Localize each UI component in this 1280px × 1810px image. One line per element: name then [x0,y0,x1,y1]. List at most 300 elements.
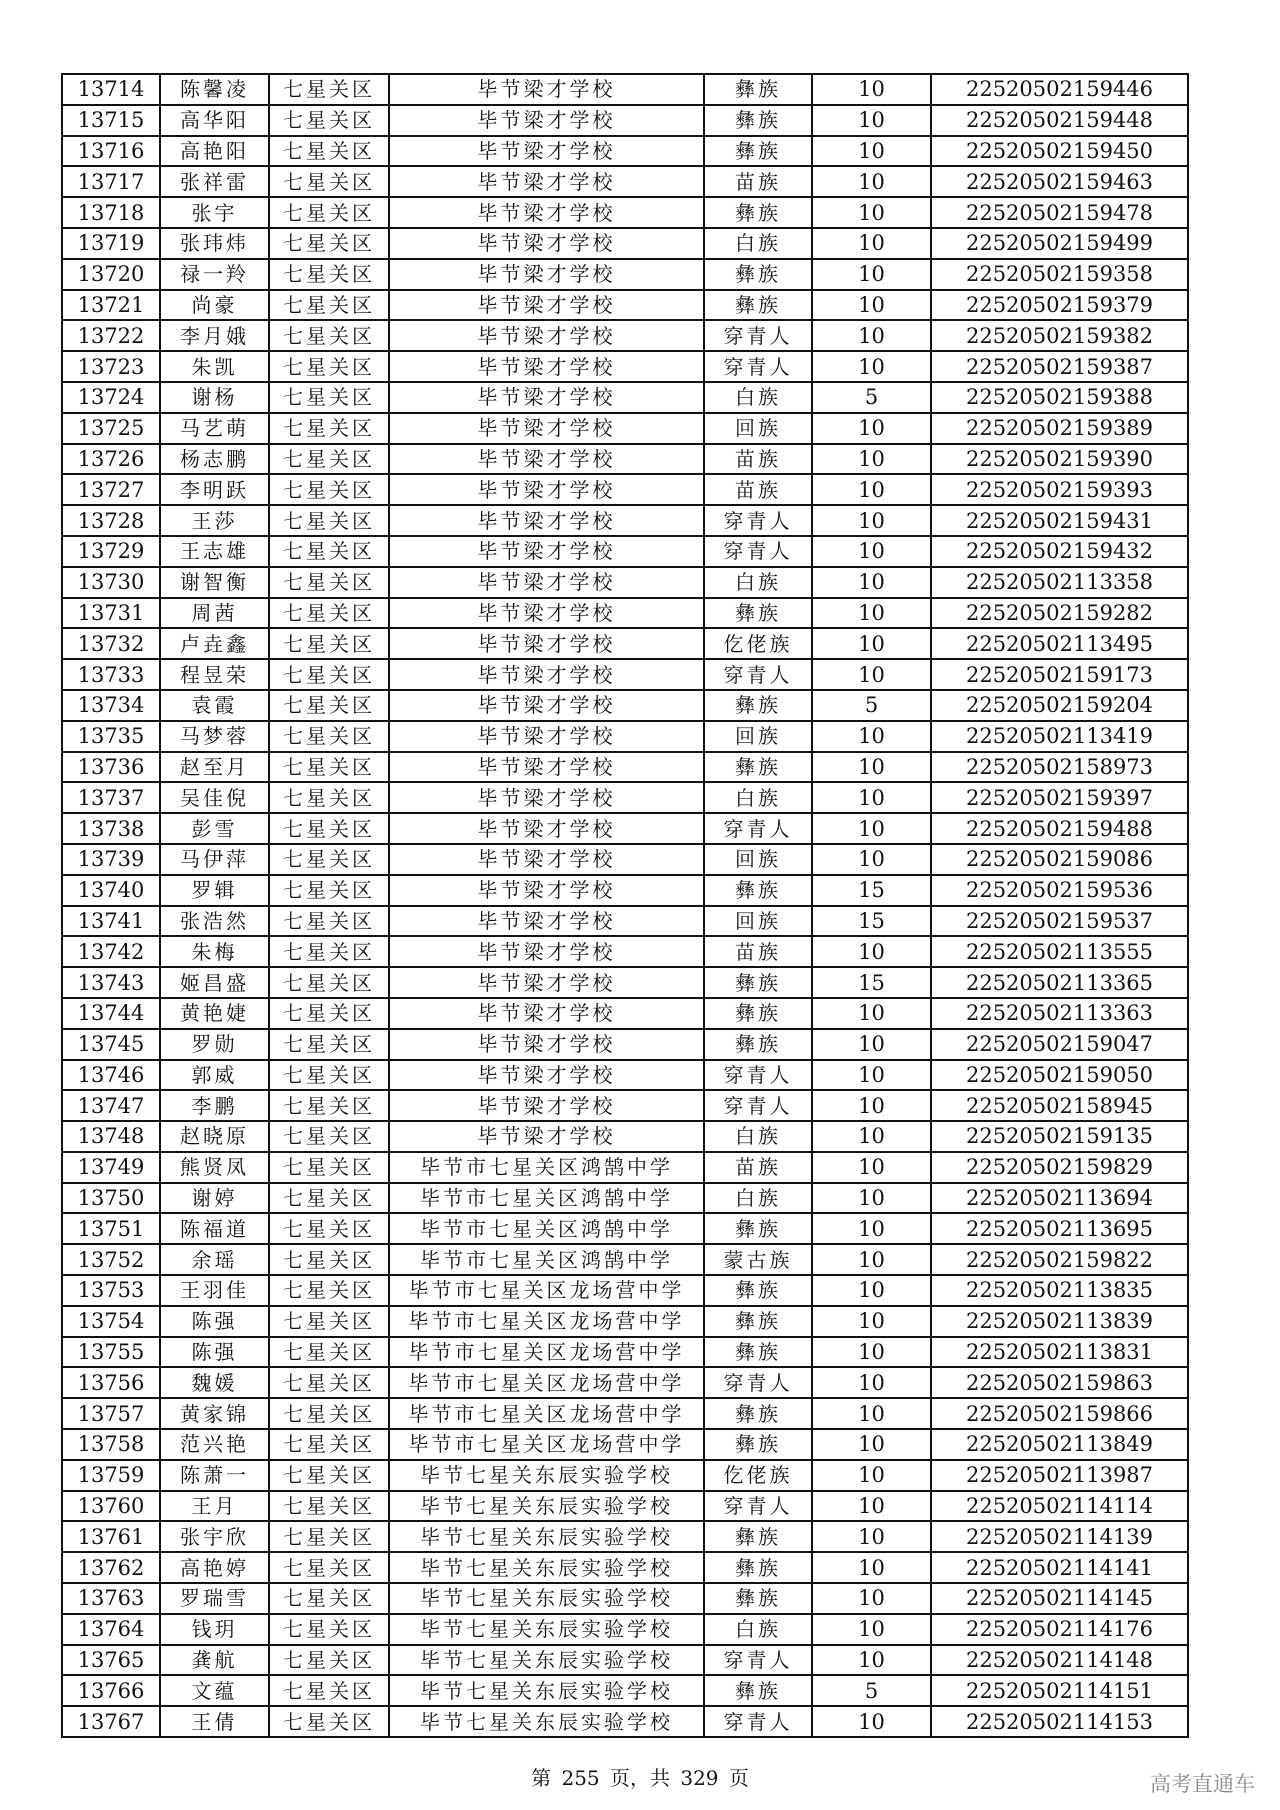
ethnicity-cell: 穿青人 [704,351,812,382]
serial-number-cell: 13741 [62,906,160,937]
district-cell: 七星关区 [269,628,389,659]
school-cell: 毕节梁才学校 [389,936,704,967]
district-cell: 七星关区 [269,813,389,844]
exam-id-cell: 22520502159204 [931,690,1188,721]
school-cell: 毕节梁才学校 [389,690,704,721]
district-cell: 七星关区 [269,1367,389,1398]
ethnicity-cell: 彝族 [704,690,812,721]
exam-id-cell: 22520502159358 [931,259,1188,290]
district-cell: 七星关区 [269,967,389,998]
name-cell: 王志雄 [160,536,269,567]
bonus-points-cell: 10 [812,1029,931,1060]
school-cell: 毕节梁才学校 [389,382,704,413]
district-cell: 七星关区 [269,1306,389,1337]
bonus-points-cell: 10 [812,1706,931,1737]
bonus-points-cell: 10 [812,1244,931,1275]
serial-number-cell: 13754 [62,1306,160,1337]
serial-number-cell: 13732 [62,628,160,659]
table-row [62,1491,1188,1522]
exam-id-cell: 22520502159047 [931,1029,1188,1060]
serial-number-cell: 13763 [62,1583,160,1614]
ethnicity-cell: 仡佬族 [704,1460,812,1491]
school-cell: 毕节七星关东辰实验学校 [389,1491,704,1522]
bonus-points-cell: 15 [812,875,931,906]
serial-number-cell: 13757 [62,1398,160,1429]
school-cell: 毕节梁才学校 [389,967,704,998]
district-cell: 七星关区 [269,474,389,505]
ethnicity-cell: 白族 [704,1121,812,1152]
bonus-points-cell: 10 [812,166,931,197]
district-cell: 七星关区 [269,290,389,321]
table-row [62,967,1188,998]
exam-id-cell: 22520502113849 [931,1429,1188,1460]
school-cell: 毕节梁才学校 [389,598,704,629]
school-cell: 毕节梁才学校 [389,166,704,197]
watermark: 高考直通车 [1150,1772,1255,1796]
school-cell: 毕节梁才学校 [389,228,704,259]
table-row [62,1213,1188,1244]
serial-number-cell: 13766 [62,1675,160,1706]
name-cell: 卢垚鑫 [160,628,269,659]
name-cell: 赵至月 [160,752,269,783]
table-row [62,320,1188,351]
serial-number-cell: 13722 [62,320,160,351]
ethnicity-cell: 彝族 [704,105,812,136]
school-cell: 毕节梁才学校 [389,444,704,475]
school-cell: 毕节梁才学校 [389,752,704,783]
district-cell: 七星关区 [269,906,389,937]
ethnicity-cell: 彝族 [704,752,812,783]
serial-number-cell: 13726 [62,444,160,475]
district-cell: 七星关区 [269,1213,389,1244]
school-cell: 毕节梁才学校 [389,998,704,1029]
exam-id-cell: 22520502114139 [931,1521,1188,1552]
ethnicity-cell: 穿青人 [704,1491,812,1522]
exam-id-cell: 22520502114148 [931,1645,1188,1676]
table-row [62,1460,1188,1491]
ethnicity-cell: 苗族 [704,1152,812,1183]
name-cell: 谢杨 [160,382,269,413]
name-cell: 马艺萌 [160,413,269,444]
name-cell: 谢智衡 [160,567,269,598]
exam-id-cell: 22520502114151 [931,1675,1188,1706]
ethnicity-cell: 彝族 [704,1675,812,1706]
bonus-points-cell: 10 [812,1306,931,1337]
table-row [62,1706,1188,1737]
exam-id-cell: 22520502158945 [931,1090,1188,1121]
district-cell: 七星关区 [269,1675,389,1706]
bonus-points-cell: 10 [812,659,931,690]
school-cell: 毕节梁才学校 [389,875,704,906]
school-cell: 毕节梁才学校 [389,290,704,321]
exam-id-cell: 22520502159387 [931,351,1188,382]
serial-number-cell: 13724 [62,382,160,413]
district-cell: 七星关区 [269,1244,389,1275]
ethnicity-cell: 白族 [704,782,812,813]
school-cell: 毕节七星关东辰实验学校 [389,1706,704,1737]
district-cell: 七星关区 [269,875,389,906]
name-cell: 魏媛 [160,1367,269,1398]
name-cell: 陈萧一 [160,1460,269,1491]
name-cell: 朱梅 [160,936,269,967]
school-cell: 毕节梁才学校 [389,136,704,167]
ethnicity-cell: 彝族 [704,1213,812,1244]
serial-number-cell: 13746 [62,1060,160,1091]
school-cell: 毕节梁才学校 [389,474,704,505]
serial-number-cell: 13718 [62,197,160,228]
ethnicity-cell: 彝族 [704,1275,812,1306]
table-row [62,567,1188,598]
ethnicity-cell: 白族 [704,1183,812,1214]
exam-id-cell: 22520502159390 [931,444,1188,475]
table-row [62,74,1188,105]
table-row [62,105,1188,136]
page-number-footer: 第 255 页，共 329 页 [531,1766,749,1790]
name-cell: 杨志鹏 [160,444,269,475]
district-cell: 七星关区 [269,1460,389,1491]
bonus-points-cell: 10 [812,74,931,105]
exam-id-cell: 22520502159863 [931,1367,1188,1398]
table-row [62,290,1188,321]
exam-id-cell: 22520502113835 [931,1275,1188,1306]
table-row [62,1244,1188,1275]
bonus-points-cell: 5 [812,1675,931,1706]
exam-id-cell: 22520502113363 [931,998,1188,1029]
school-cell: 毕节梁才学校 [389,320,704,351]
exam-id-cell: 22520502159536 [931,875,1188,906]
serial-number-cell: 13738 [62,813,160,844]
school-cell: 毕节梁才学校 [389,721,704,752]
district-cell: 七星关区 [269,413,389,444]
name-cell: 王月 [160,1491,269,1522]
bonus-points-cell: 10 [812,1337,931,1368]
table-row [62,721,1188,752]
serial-number-cell: 13747 [62,1090,160,1121]
exam-id-cell: 22520502159448 [931,105,1188,136]
ethnicity-cell: 彝族 [704,197,812,228]
exam-id-cell: 22520502113495 [931,628,1188,659]
table-row [62,228,1188,259]
name-cell: 文蕴 [160,1675,269,1706]
school-cell: 毕节市七星关区龙场营中学 [389,1398,704,1429]
exam-id-cell: 22520502159086 [931,844,1188,875]
table-row [62,166,1188,197]
name-cell: 罗瑞雪 [160,1583,269,1614]
district-cell: 七星关区 [269,1121,389,1152]
district-cell: 七星关区 [269,536,389,567]
school-cell: 毕节市七星关区龙场营中学 [389,1367,704,1398]
bonus-points-cell: 10 [812,998,931,1029]
name-cell: 郭威 [160,1060,269,1091]
district-cell: 七星关区 [269,1583,389,1614]
serial-number-cell: 13728 [62,505,160,536]
school-cell: 毕节七星关东辰实验学校 [389,1583,704,1614]
school-cell: 毕节市七星关区龙场营中学 [389,1306,704,1337]
table-row [62,259,1188,290]
table-row [62,1552,1188,1583]
exam-id-cell: 22520502113695 [931,1213,1188,1244]
exam-id-cell: 22520502113555 [931,936,1188,967]
ethnicity-cell: 回族 [704,413,812,444]
bonus-points-cell: 10 [812,1552,931,1583]
serial-number-cell: 13749 [62,1152,160,1183]
district-cell: 七星关区 [269,659,389,690]
bonus-points-cell: 5 [812,382,931,413]
serial-number-cell: 13748 [62,1121,160,1152]
name-cell: 程昱荣 [160,659,269,690]
school-cell: 毕节市七星关区鸿鹄中学 [389,1244,704,1275]
ethnicity-cell: 彝族 [704,1337,812,1368]
name-cell: 高艳阳 [160,136,269,167]
district-cell: 七星关区 [269,1552,389,1583]
bonus-points-cell: 10 [812,351,931,382]
serial-number-cell: 13759 [62,1460,160,1491]
exam-id-cell: 22520502114145 [931,1583,1188,1614]
exam-id-cell: 22520502159388 [931,382,1188,413]
serial-number-cell: 13765 [62,1645,160,1676]
table-row [62,444,1188,475]
serial-number-cell: 13744 [62,998,160,1029]
exam-id-cell: 22520502159866 [931,1398,1188,1429]
district-cell: 七星关区 [269,1614,389,1645]
ethnicity-cell: 彝族 [704,1029,812,1060]
name-cell: 余瑶 [160,1244,269,1275]
school-cell: 毕节七星关东辰实验学校 [389,1675,704,1706]
ethnicity-cell: 彝族 [704,1583,812,1614]
exam-id-cell: 22520502159382 [931,320,1188,351]
serial-number-cell: 13762 [62,1552,160,1583]
name-cell: 马伊萍 [160,844,269,875]
name-cell: 王莎 [160,505,269,536]
name-cell: 周茜 [160,598,269,629]
name-cell: 高艳婷 [160,1552,269,1583]
exam-id-cell: 22520502158973 [931,752,1188,783]
name-cell: 尚豪 [160,290,269,321]
exam-id-cell: 22520502159822 [931,1244,1188,1275]
district-cell: 七星关区 [269,166,389,197]
bonus-points-cell: 10 [812,259,931,290]
table-row [62,875,1188,906]
district-cell: 七星关区 [269,351,389,382]
name-cell: 罗辑 [160,875,269,906]
exam-id-cell: 22520502159450 [931,136,1188,167]
ethnicity-cell: 彝族 [704,136,812,167]
bonus-points-cell: 10 [812,1429,931,1460]
ethnicity-cell: 彝族 [704,875,812,906]
serial-number-cell: 13751 [62,1213,160,1244]
serial-number-cell: 13736 [62,752,160,783]
exam-id-cell: 22520502113419 [931,721,1188,752]
bonus-points-cell: 10 [812,444,931,475]
bonus-points-cell: 10 [812,1460,931,1491]
district-cell: 七星关区 [269,105,389,136]
ethnicity-cell: 穿青人 [704,1090,812,1121]
district-cell: 七星关区 [269,320,389,351]
table-row [62,1306,1188,1337]
exam-id-cell: 22520502114153 [931,1706,1188,1737]
ethnicity-cell: 白族 [704,382,812,413]
school-cell: 毕节梁才学校 [389,505,704,536]
bonus-points-cell: 10 [812,536,931,567]
district-cell: 七星关区 [269,259,389,290]
ethnicity-cell: 彝族 [704,998,812,1029]
school-cell: 毕节市七星关区鸿鹄中学 [389,1183,704,1214]
name-cell: 张宇欣 [160,1521,269,1552]
bonus-points-cell: 10 [812,1183,931,1214]
bonus-points-cell: 10 [812,197,931,228]
name-cell: 熊贤凤 [160,1152,269,1183]
district-cell: 七星关区 [269,1275,389,1306]
district-cell: 七星关区 [269,782,389,813]
bonus-points-cell: 10 [812,1213,931,1244]
exam-id-cell: 22520502113358 [931,567,1188,598]
ethnicity-cell: 穿青人 [704,320,812,351]
table-row [62,474,1188,505]
ethnicity-cell: 回族 [704,721,812,752]
serial-number-cell: 13767 [62,1706,160,1737]
ethnicity-cell: 彝族 [704,290,812,321]
name-cell: 李月娥 [160,320,269,351]
bonus-points-cell: 10 [812,290,931,321]
bonus-points-cell: 15 [812,967,931,998]
table-row [62,844,1188,875]
school-cell: 毕节梁才学校 [389,413,704,444]
bonus-points-cell: 10 [812,136,931,167]
serial-number-cell: 13753 [62,1275,160,1306]
table-row [62,598,1188,629]
serial-number-cell: 13735 [62,721,160,752]
district-cell: 七星关区 [269,1645,389,1676]
table-row [62,998,1188,1029]
name-cell: 龚航 [160,1645,269,1676]
serial-number-cell: 13723 [62,351,160,382]
table-row [62,1521,1188,1552]
table-row [62,813,1188,844]
table-row [62,1645,1188,1676]
bonus-points-cell: 10 [812,413,931,444]
serial-number-cell: 13758 [62,1429,160,1460]
school-cell: 毕节梁才学校 [389,536,704,567]
school-cell: 毕节梁才学校 [389,813,704,844]
district-cell: 七星关区 [269,721,389,752]
table-row [62,1583,1188,1614]
district-cell: 七星关区 [269,228,389,259]
exam-id-cell: 22520502114141 [931,1552,1188,1583]
ethnicity-cell: 白族 [704,1614,812,1645]
name-cell: 张祥雷 [160,166,269,197]
serial-number-cell: 13720 [62,259,160,290]
bonus-points-cell: 10 [812,752,931,783]
exam-id-cell: 22520502113831 [931,1337,1188,1368]
district-cell: 七星关区 [269,690,389,721]
table-row [62,659,1188,690]
district-cell: 七星关区 [269,1090,389,1121]
bonus-points-cell: 10 [812,1275,931,1306]
bonus-points-cell: 10 [812,1645,931,1676]
bonus-points-cell: 10 [812,1060,931,1091]
exam-id-cell: 22520502159446 [931,74,1188,105]
bonus-points-cell: 10 [812,813,931,844]
name-cell: 陈福道 [160,1213,269,1244]
district-cell: 七星关区 [269,1029,389,1060]
table-row [62,752,1188,783]
serial-number-cell: 13715 [62,105,160,136]
serial-number-cell: 13743 [62,967,160,998]
table-row [62,690,1188,721]
exam-id-cell: 22520502159282 [931,598,1188,629]
school-cell: 毕节梁才学校 [389,1029,704,1060]
ethnicity-cell: 穿青人 [704,536,812,567]
exam-id-cell: 22520502159397 [931,782,1188,813]
serial-number-cell: 13730 [62,567,160,598]
bonus-points-cell: 10 [812,1521,931,1552]
ethnicity-cell: 彝族 [704,598,812,629]
district-cell: 七星关区 [269,936,389,967]
bonus-points-cell: 10 [812,1121,931,1152]
ethnicity-cell: 苗族 [704,166,812,197]
exam-id-cell: 22520502113365 [931,967,1188,998]
serial-number-cell: 13719 [62,228,160,259]
ethnicity-cell: 彝族 [704,967,812,998]
name-cell: 李明跃 [160,474,269,505]
school-cell: 毕节梁才学校 [389,1090,704,1121]
bonus-points-cell: 10 [812,721,931,752]
exam-id-cell: 22520502159379 [931,290,1188,321]
ethnicity-cell: 苗族 [704,936,812,967]
ethnicity-cell: 彝族 [704,1521,812,1552]
school-cell: 毕节梁才学校 [389,659,704,690]
serial-number-cell: 13755 [62,1337,160,1368]
exam-id-cell: 22520502113694 [931,1183,1188,1214]
bonus-points-cell: 10 [812,228,931,259]
name-cell: 彭雪 [160,813,269,844]
district-cell: 七星关区 [269,505,389,536]
school-cell: 毕节梁才学校 [389,74,704,105]
school-cell: 毕节七星关东辰实验学校 [389,1614,704,1645]
school-cell: 毕节市七星关区鸿鹄中学 [389,1152,704,1183]
serial-number-cell: 13716 [62,136,160,167]
district-cell: 七星关区 [269,1491,389,1522]
district-cell: 七星关区 [269,1337,389,1368]
name-cell: 姬昌盛 [160,967,269,998]
district-cell: 七星关区 [269,752,389,783]
district-cell: 七星关区 [269,1183,389,1214]
table-row [62,1121,1188,1152]
table-row [62,1429,1188,1460]
exam-id-cell: 22520502159135 [931,1121,1188,1152]
district-cell: 七星关区 [269,1398,389,1429]
ethnicity-cell: 苗族 [704,444,812,475]
ethnicity-cell: 彝族 [704,259,812,290]
school-cell: 毕节市七星关区龙场营中学 [389,1429,704,1460]
name-cell: 谢婷 [160,1183,269,1214]
school-cell: 毕节梁才学校 [389,1060,704,1091]
bonus-points-cell: 10 [812,505,931,536]
exam-id-cell: 22520502159463 [931,166,1188,197]
table-row [62,1337,1188,1368]
name-cell: 张宇 [160,197,269,228]
ethnicity-cell: 穿青人 [704,1706,812,1737]
ethnicity-cell: 穿青人 [704,1645,812,1676]
name-cell: 黄艳婕 [160,998,269,1029]
exam-id-cell: 22520502159488 [931,813,1188,844]
table-row [62,1183,1188,1214]
school-cell: 毕节市七星关区鸿鹄中学 [389,1213,704,1244]
exam-id-cell: 22520502159389 [931,413,1188,444]
name-cell: 陈馨凌 [160,74,269,105]
serial-number-cell: 13737 [62,782,160,813]
school-cell: 毕节梁才学校 [389,105,704,136]
